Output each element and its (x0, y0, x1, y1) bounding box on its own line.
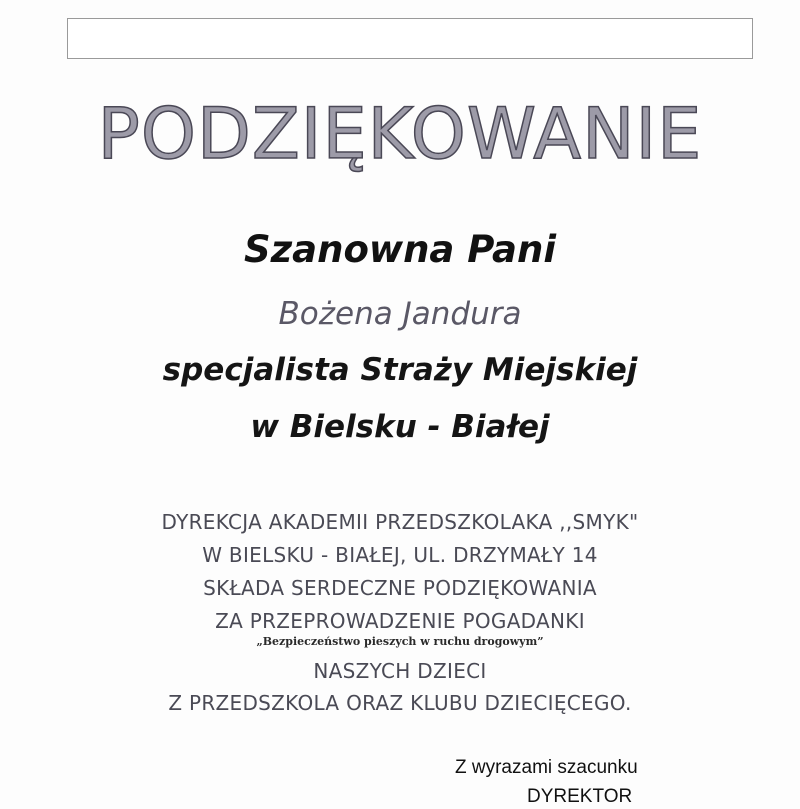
signer-title: DYREKTOR (527, 786, 633, 807)
recipient-position: specjalista Straży Miejskiej (162, 352, 638, 388)
document-title: PODZIĘKOWANIE (97, 93, 703, 175)
body-line-address: W BIELSKU - BIAŁEJ, UL. DRZYMAŁY 14 (202, 543, 598, 567)
body-line-directorate: DYREKCJA AKADEMII PRZEDSZKOLAKA ,,SMYK" (161, 510, 639, 534)
closing-regards: Z wyrazami szacunku (455, 757, 638, 778)
body-line-thanks: SKŁADA SERDECZNE PODZIĘKOWANIA (203, 576, 597, 600)
header-box (67, 18, 753, 59)
body-line-children: NASZYCH DZIECI (313, 659, 487, 683)
salutation: Szanowna Pani (243, 228, 557, 271)
body-line-talk: ZA PRZEPROWADZENIE POGADANKI (215, 609, 585, 633)
body-line-talk-topic: „Bezpieczeństwo pieszych w ruchu drogowym” (256, 635, 544, 648)
recipient-name: Bożena Jandura (278, 296, 522, 332)
body-line-kindergarten: Z PRZEDSZKOLA ORAZ KLUBU DZIECIĘCEGO. (168, 691, 632, 715)
recipient-city: w Bielsku - Białej (250, 409, 550, 445)
